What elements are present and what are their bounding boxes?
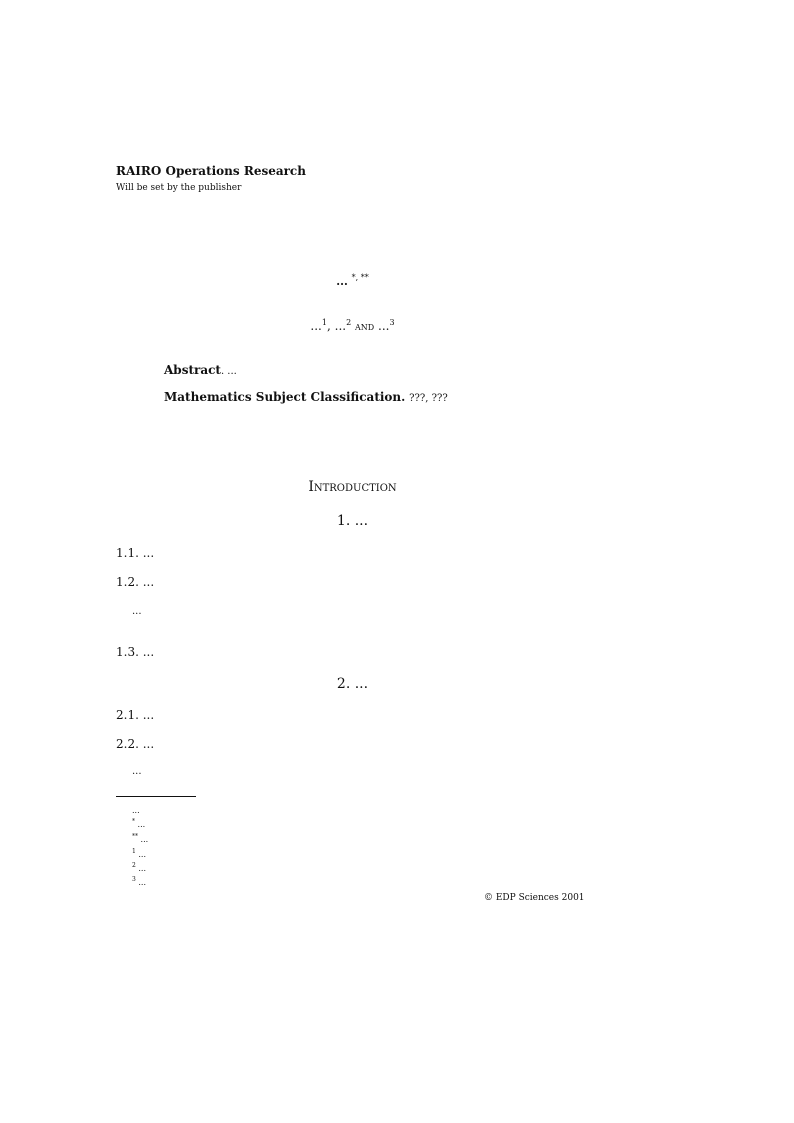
author-2: ...: [334, 319, 347, 333]
abstract: [164, 363, 237, 377]
author-2-mark: 2: [346, 318, 352, 327]
author-1-mark: 1: [321, 318, 327, 327]
authors-and: and: [355, 320, 375, 333]
abstract-label: Abstract: [164, 363, 221, 377]
footnote-rule: [116, 796, 196, 797]
journal-name: RAIRO Operations Research: [116, 164, 306, 178]
msc-line: [164, 390, 448, 404]
paper-title: [0, 273, 705, 288]
section-1-heading: 1. ...: [336, 513, 369, 529]
section-2-heading: 2. ...: [336, 676, 369, 692]
footnote: * ...: [132, 818, 146, 829]
msc-label: Mathematics Subject Classification.: [164, 390, 406, 404]
authors-line: [0, 318, 705, 333]
paragraph-1-2: ...: [132, 606, 142, 617]
footnote: ** ...: [132, 833, 149, 844]
abstract-text: . ...: [220, 366, 237, 377]
footnote: $^1$ ...: [132, 848, 147, 859]
publisher-note: Will be set by the publisher: [116, 183, 242, 193]
title-marks: *, **: [351, 273, 369, 282]
author-3: ...: [378, 319, 390, 333]
copyright-notice: © EDP Sciences 2001: [484, 893, 585, 903]
paragraph-2-2: ...: [132, 766, 142, 777]
author-separator: ,: [326, 319, 331, 333]
subsection-2-1: 2.1. ...: [116, 708, 155, 722]
subsection-1-2: 1.2. ...: [116, 575, 155, 589]
subsection-1-3: 1.3. ...: [116, 645, 155, 659]
subsection-2-2: 2.2. ...: [116, 737, 155, 751]
subsection-1-1: 1.1. ...: [116, 546, 155, 560]
author-1: ...: [310, 319, 322, 333]
footnote: $^2$ ...: [132, 862, 147, 873]
msc-text: ???, ???: [409, 393, 448, 404]
footnote: ...: [132, 806, 140, 815]
author-3-mark: 3: [389, 318, 395, 327]
footnote: $^3$ ...: [132, 876, 147, 887]
section-introduction: Introduction: [308, 479, 397, 495]
title-text: ...: [336, 275, 348, 288]
